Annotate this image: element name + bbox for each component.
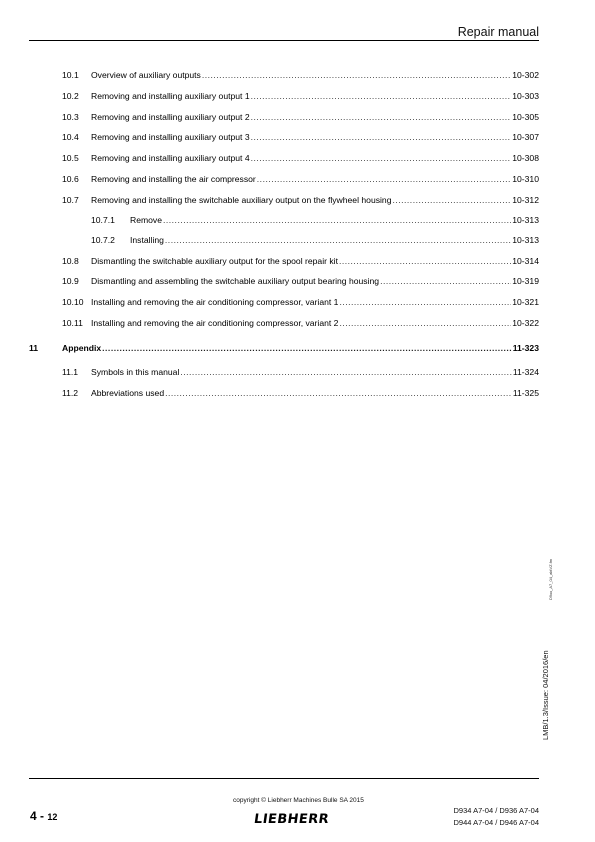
toc-entry[interactable]: [62, 69, 539, 81]
toc-title: Installing and removing the air conditioning compressor, variant 2: [91, 318, 339, 328]
page-number-page: 12: [47, 812, 58, 822]
toc-title: Removing and installing auxiliary output 2: [91, 112, 250, 122]
toc-title: Removing and installing the switchable auxiliary output on the flywheel housing: [91, 195, 392, 205]
file-code: D9xx_A7_04_aktVZ.fm: [548, 558, 553, 600]
toc-number: 10.9: [62, 276, 79, 286]
toc-title: Overview of auxiliary outputs: [91, 70, 201, 80]
toc-page: 10-322: [512, 318, 539, 328]
toc-title: Dismantling the switchable auxiliary output for the spool repair kit: [91, 256, 338, 266]
toc-leader: [257, 173, 511, 185]
toc-number: 10.2: [62, 91, 79, 101]
page-number: [30, 809, 57, 823]
model-line-1: D934 A7-04 / D936 A7-04: [453, 806, 539, 815]
toc-entry[interactable]: [62, 131, 539, 143]
toc-title: Appendix: [62, 343, 102, 353]
toc-number: 10.8: [62, 256, 79, 266]
toc-page: 10-307: [512, 132, 539, 142]
toc-title: Installing: [130, 235, 164, 245]
toc-entry[interactable]: [62, 255, 539, 267]
toc-title: Removing and installing auxiliary output 3: [91, 132, 250, 142]
toc-number: 10.10: [62, 297, 84, 307]
toc-entry[interactable]: [62, 317, 539, 329]
toc-title: Remove: [130, 215, 162, 225]
toc-leader: [102, 342, 512, 354]
toc-number: 11.1: [62, 367, 79, 377]
toc-entry[interactable]: [62, 111, 539, 123]
toc-page: 10-302: [512, 70, 539, 80]
toc-number: 10.7.2: [91, 235, 115, 245]
toc-number: 11: [29, 343, 39, 353]
toc-leader: [165, 387, 512, 399]
model-list: [454, 805, 539, 829]
toc-leader: [163, 214, 511, 226]
footer-rule: [29, 778, 539, 779]
toc-entry[interactable]: [62, 152, 539, 164]
toc-title: Symbols in this manual: [91, 367, 180, 377]
toc-page: 11-325: [512, 388, 539, 398]
page-number-chapter: 4 -: [30, 809, 45, 823]
toc-page: 10-313: [512, 215, 539, 225]
header-rule: [29, 40, 539, 41]
toc-page: 10-314: [512, 256, 539, 266]
toc-leader: [180, 366, 512, 378]
toc-page: 10-313: [512, 235, 539, 245]
toc-number: 10.6: [62, 174, 79, 184]
toc-page: 10-319: [512, 276, 539, 286]
toc-leader: [380, 275, 511, 287]
toc-number: 10.5: [62, 153, 79, 163]
toc-title: Removing and installing auxiliary output 1: [91, 91, 250, 101]
toc-subentry[interactable]: [91, 214, 539, 226]
toc-leader: [392, 194, 511, 206]
toc-page: 10-308: [512, 153, 539, 163]
toc-number: 10.1: [62, 70, 79, 80]
toc-page: 11-324: [512, 367, 539, 377]
toc-page: 10-303: [512, 91, 539, 101]
copyright-notice: copyright © Liebherr Machines Bulle SA 2015: [233, 797, 364, 804]
toc-leader: [165, 234, 511, 246]
document-reference: LMB/1.3/Issue: 04/2016/en: [541, 650, 550, 740]
liebherr-logo: LIEBHERR: [252, 812, 330, 827]
toc-title: Installing and removing the air conditioning compressor, variant 1: [91, 297, 339, 307]
toc-number: 10.3: [62, 112, 79, 122]
toc-leader: [339, 296, 511, 308]
toc-entry[interactable]: [62, 194, 539, 206]
toc-leader: [339, 317, 511, 329]
toc-title: Removing and installing auxiliary output 4: [91, 153, 250, 163]
toc-entry[interactable]: [62, 173, 539, 185]
toc-title: Removing and installing the air compressor: [91, 174, 256, 184]
toc-entry[interactable]: [62, 90, 539, 102]
toc-title: Abbreviations used: [91, 388, 165, 398]
toc-page: 10-321: [512, 297, 539, 307]
toc-page: 11-323: [512, 343, 539, 353]
toc-leader: [339, 255, 511, 267]
toc-entry[interactable]: [62, 387, 539, 399]
toc-page: 10-312: [512, 195, 539, 205]
toc-number: 10.11: [62, 318, 83, 328]
toc-title: Dismantling and assembling the switchable auxiliary output bearing housing: [91, 276, 380, 286]
toc-chapter[interactable]: [29, 342, 539, 354]
toc-number: 10.7.1: [91, 215, 115, 225]
toc-leader: [202, 69, 511, 81]
toc-entry[interactable]: [62, 296, 539, 308]
toc-leader: [251, 90, 512, 102]
toc-page: 10-310: [512, 174, 539, 184]
toc-leader: [251, 131, 512, 143]
toc-leader: [251, 152, 512, 164]
toc-number: 10.4: [62, 132, 79, 142]
toc-number: 10.7: [62, 195, 79, 205]
header-title: Repair manual: [457, 25, 539, 39]
toc-number: 11.2: [62, 388, 79, 398]
toc-entry[interactable]: [62, 366, 539, 378]
toc-leader: [251, 111, 512, 123]
toc-subentry[interactable]: [91, 234, 539, 246]
toc-page: 10-305: [512, 112, 539, 122]
toc-entry[interactable]: [62, 275, 539, 287]
model-line-2: D944 A7-04 / D946 A7-04: [453, 818, 539, 827]
